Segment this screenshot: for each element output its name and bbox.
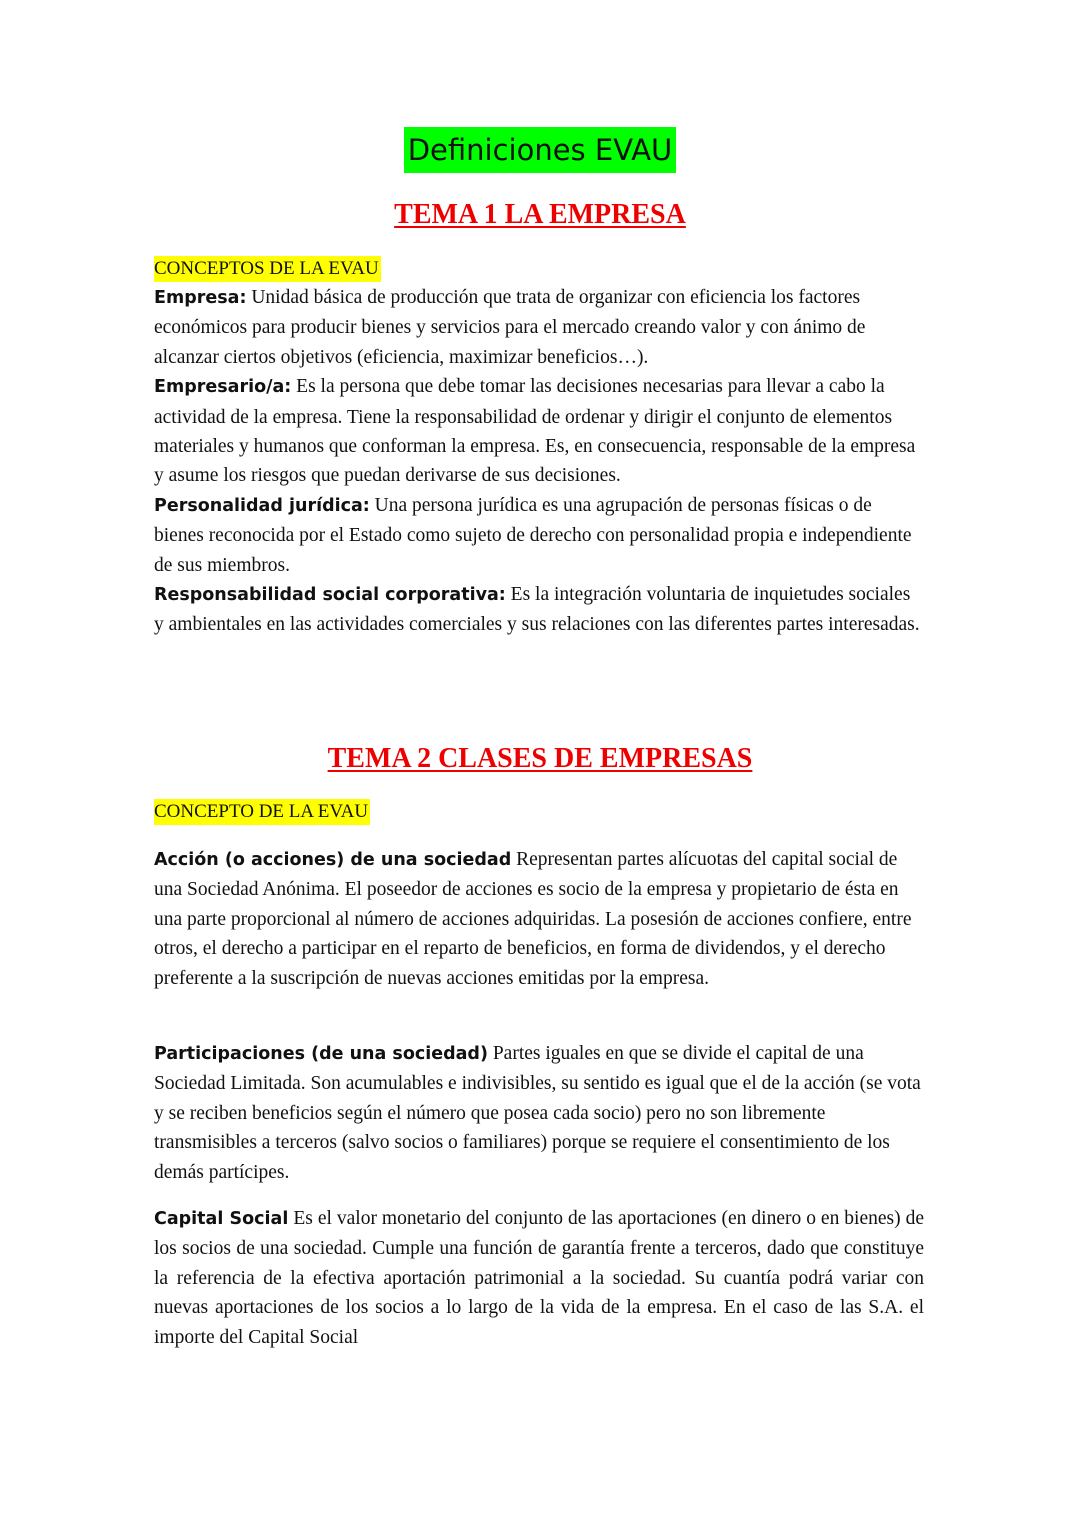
document-title: Definiciones EVAU [404,127,677,173]
definition-empresario [154,372,924,491]
tema-1-section-label: CONCEPTOS DE LA EVAU [154,256,381,282]
definition-term: Responsabilidad social corporativa: [154,585,506,606]
definition-text: Representan partes alícuotas del capital social de una Sociedad Anónima. El poseedor de acciones es socio de la empresa y propietario de ésta en una parte proporcional al número de acciones adquiridas. La posesión de acciones confiere, entre otros, el derecho a participar en el reparto de beneficios, en forma de dividendos, y el derecho preferente a la suscripción de nuevas acciones emitidas por la empresa. [154,849,912,989]
definition-text: Partes iguales en que se divide el capital de una Sociedad Limitada. Son acumulables e indivisibles, su sentido es igual que el de la acción (se vota y se reciben beneficios según el número que posea cada socio) pero no son libremente transmisibles a terceros (salvo socios o familiares) porque se requiere el consentimiento de los demás partícipes. [154,1043,921,1183]
definition-term: Personalidad jurídica: [154,495,370,516]
tema-2-heading: TEMA 2 CLASES DE EMPRESAS [327,743,753,774]
definition-text: Es la integración voluntaria de inquietudes sociales y ambientales en las actividades comerciales y sus relaciones con las diferentes partes interesadas. [154,584,920,636]
definition-text: Una persona jurídica es una agrupación de personas físicas o de bienes reconocida por el Estado como sujeto de derecho con personalidad propia e independiente de sus miembros. [154,494,912,576]
definition-text: Es el valor monetario del conjunto de las aportaciones (en dinero o en bienes) de los socios de una sociedad. Cumple una función de garantía frente a terceros, dado que constituye la referencia de la efectiva aportación patrimonial a la sociedad. Su cuantía podrá variar con nuevas aportaciones de los socios a lo largo de la vida de la empresa. En el caso de las S.A. el importe del Capital Social [154,1208,925,1348]
definition-text: Es la persona que debe tomar las decisiones necesarias para llevar a cabo la actividad de la empresa. Tiene la responsabilidad de ordenar y dirigir el conjunto de elementos materiales y humanos que conforman la empresa. Es, en consecuencia, responsable de la empresa y asume los riesgos que puedan derivarse de sus decisiones. [154,376,916,487]
definition-term: Capital Social [154,1209,289,1229]
definition-text: Unidad básica de producción que trata de organizar con eficiencia los factores económicos para producir bienes y servicios para el mercado creando valor y con ánimo de alcanzar ciertos objetivos (eficiencia, maximizar beneficios…). [154,287,866,368]
definition-capital-social [154,1204,924,1352]
definition-term: Acción (o acciones) de una sociedad [154,850,512,870]
definition-participaciones [154,1039,924,1187]
definition-accion [154,845,924,993]
definition-personalidad-juridica [154,491,924,580]
document-title-wrap [0,127,1080,173]
tema-1-definitions [154,283,924,640]
definition-term: Empresario/a: [154,377,292,398]
definition-term: Participaciones (de una sociedad) [154,1044,488,1064]
tema-1-heading: TEMA 1 LA EMPRESA [394,199,686,230]
definition-responsabilidad-social [154,580,924,640]
definition-empresa [154,283,924,372]
tema-2-section-label: CONCEPTO DE LA EVAU [154,799,370,825]
definition-term: Empresa: [154,288,247,308]
